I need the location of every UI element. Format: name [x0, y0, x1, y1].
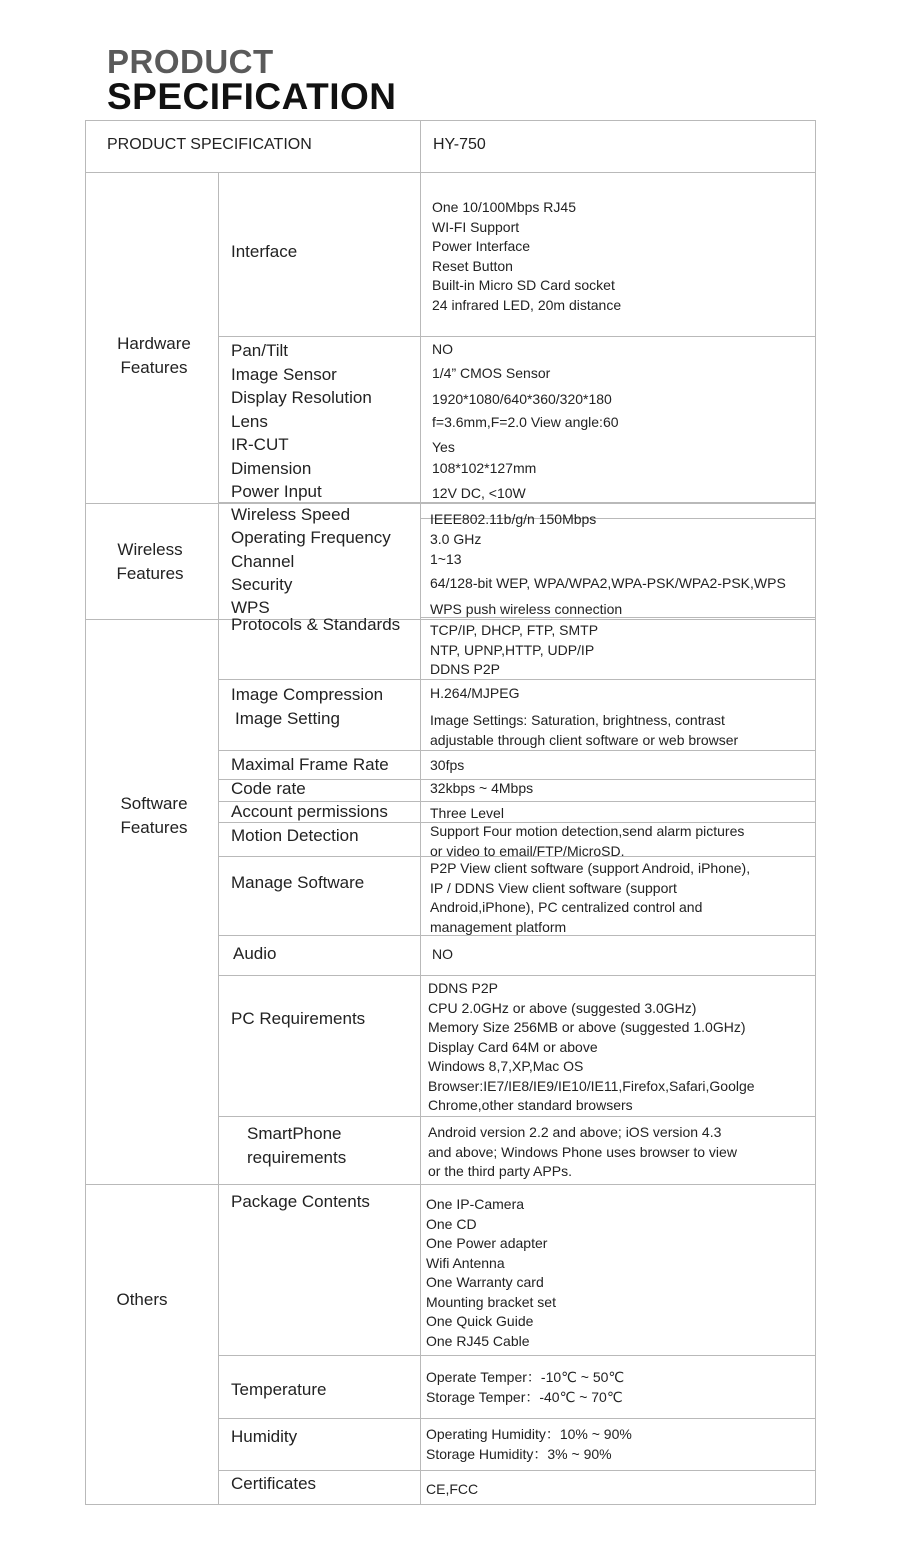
spec-value: or video to email/FTP/MicroSD. [430, 842, 625, 859]
table-border-right [815, 120, 816, 1504]
spec-value: Display Card 64M or above [428, 1038, 598, 1055]
row-divider [218, 1470, 815, 1471]
spec-value: 3.0 GHz [430, 531, 482, 547]
spec-value: 12V DC, <10W [432, 485, 526, 501]
spec-label: Wireless Speed [231, 505, 351, 524]
spec-value: NTP, UPNP,HTTP, UDP/IP [430, 641, 595, 658]
spec-value: One IP-Camera [426, 1196, 525, 1212]
header-label: PRODUCT SPECIFICATION [107, 136, 312, 153]
table-border-left [85, 120, 86, 1504]
category-software: Software [120, 794, 188, 813]
spec-label: Audio [233, 944, 277, 963]
category-wireless: Features [116, 564, 184, 583]
spec-value: Operating Humidity：10% ~ 90% [426, 1426, 632, 1442]
spec-value: Mounting bracket set [426, 1293, 556, 1310]
spec-value: 108*102*127mm [432, 460, 537, 476]
table-border-top [85, 120, 815, 121]
spec-value: One RJ45 Cable [426, 1332, 530, 1349]
spec-value: DDNS P2P [430, 661, 501, 677]
spec-value: 64/128-bit WEP, WPA/WPA2,WPA-PSK/WPA2-PSK,WPS [430, 575, 786, 591]
page-title-line1: PRODUCT [107, 43, 274, 80]
spec-value: adjustable through client software or web browser [430, 731, 739, 748]
spec-label: Humidity [231, 1427, 298, 1446]
spec-label: Security [231, 575, 293, 594]
spec-label: Manage Software [231, 873, 365, 892]
spec-label: WPS [231, 598, 270, 617]
spec-value: 1920*1080/640*360/320*180 [432, 391, 612, 407]
row-divider [218, 750, 815, 751]
header-divider [85, 172, 815, 173]
spec-value: DDNS P2P [428, 980, 499, 996]
spec-label: SmartPhone [247, 1124, 342, 1143]
category-others: Others [116, 1290, 168, 1309]
spec-value: Power Interface [432, 238, 531, 254]
spec-label: Image Setting [235, 709, 340, 728]
category-hardware: Hardware [117, 334, 191, 353]
spec-label: Display Resolution [231, 388, 372, 407]
spec-value: management platform [430, 918, 567, 935]
spec-value: Chrome,other standard browsers [428, 1097, 633, 1113]
spec-value: NO [432, 341, 453, 357]
spec-value: NO [432, 946, 453, 962]
spec-value: f=3.6mm,F=2.0 View angle:60 [432, 414, 619, 430]
spec-label: Code rate [231, 779, 306, 798]
category-hardware: Features [120, 358, 188, 377]
row-divider [218, 1418, 815, 1419]
category-divider [85, 1184, 815, 1185]
spec-value: Three Level [430, 805, 504, 821]
spec-value: Built-in Micro SD Card socket [432, 277, 615, 293]
spec-value: 1~13 [430, 551, 462, 567]
spec-label: Account permissions [231, 802, 388, 821]
spec-value: Support Four motion detection,send alarm pictures [430, 823, 745, 839]
spec-label: Maximal Frame Rate [231, 755, 389, 774]
spec-value: Image Settings: Saturation, brightness, contrast [430, 712, 725, 728]
spec-label: Dimension [231, 459, 312, 478]
spec-label: Channel [231, 552, 295, 571]
spec-value: 1/4” CMOS Sensor [432, 365, 551, 381]
spec-value: Storage Temper：-40℃ ~ 70℃ [426, 1388, 623, 1405]
spec-value: Storage Humidity：3% ~ 90% [426, 1445, 612, 1462]
spec-value: WI-FI Support [432, 218, 520, 235]
spec-value: Wifi Antenna [426, 1254, 505, 1271]
spec-value: One Power adapter [426, 1235, 548, 1251]
spec-label: Protocols & Standards [231, 615, 401, 634]
value-column-divider [420, 120, 421, 1504]
spec-label: requirements [247, 1148, 347, 1167]
row-divider [218, 679, 815, 680]
spec-value: WPS push wireless connection [430, 601, 623, 617]
spec-label: Pan/Tilt [231, 341, 289, 360]
spec-label: Power Input [231, 482, 322, 501]
spec-label: Motion Detection [231, 826, 359, 845]
spec-label: PC Requirements [231, 1009, 366, 1028]
category-software: Features [120, 818, 188, 837]
row-divider [218, 336, 815, 337]
spec-table [85, 120, 815, 1504]
category-wireless: Wireless [117, 540, 183, 559]
spec-value: IEEE802.11b/g/n 150Mbps [430, 511, 597, 527]
spec-value: Yes [432, 439, 455, 455]
spec-label: IR-CUT [231, 435, 289, 454]
spec-value: Windows 8,7,XP,Mac OS [428, 1058, 584, 1074]
spec-label: Image Compression [231, 685, 384, 704]
row-divider [218, 1355, 815, 1356]
spec-value: Browser:IE7/IE8/IE9/IE10/IE11,Firefox,Safari,Goolge [428, 1077, 755, 1094]
spec-value: One 10/100Mbps RJ45 [432, 199, 576, 215]
spec-value: or the third party APPs. [428, 1163, 572, 1179]
spec-value: Reset Button [432, 257, 513, 274]
spec-value: TCP/IP, DHCP, FTP, SMTP [430, 622, 599, 638]
spec-value: 24 infrared LED, 20m distance [432, 296, 622, 313]
spec-value: One Quick Guide [426, 1313, 534, 1329]
header-model: HY-750 [433, 136, 486, 153]
spec-value: IP / DDNS View client software (support [430, 879, 677, 896]
spec-value: and above; Windows Phone uses browser to view [428, 1143, 737, 1160]
spec-value: CPU 2.0GHz or above (suggested 3.0GHz) [428, 999, 697, 1016]
spec-label: Lens [231, 412, 268, 431]
spec-value: Memory Size 256MB or above (suggested 1.0GHz) [428, 1019, 746, 1035]
spec-value: Operate Temper：-10℃ ~ 50℃ [426, 1369, 625, 1385]
spec-value: 32kbps ~ 4Mbps [430, 780, 534, 796]
spec-value: P2P View client software (support Android, iPhone), [430, 860, 751, 876]
row-divider [218, 1116, 815, 1117]
row-divider [218, 975, 815, 976]
spec-value: CE,FCC [426, 1481, 479, 1497]
page-title-line2: SPECIFICATION [107, 76, 397, 117]
spec-label: Image Sensor [231, 365, 337, 384]
spec-label: Temperature [231, 1380, 327, 1399]
spec-value: 30fps [430, 757, 465, 773]
spec-label: Operating Frequency [231, 528, 391, 547]
spec-value: H.264/MJPEG [430, 685, 520, 701]
spec-value: One CD [426, 1215, 477, 1232]
spec-value: Android,iPhone), PC centralized control and [430, 899, 703, 915]
spec-label: Package Contents [231, 1192, 370, 1211]
table-border-bottom [85, 1504, 816, 1505]
category-column-divider [218, 172, 219, 1504]
spec-value: One Warranty card [426, 1274, 544, 1290]
spec-label: Certificates [231, 1474, 317, 1493]
spec-value: Android version 2.2 and above; iOS version 4.3 [428, 1124, 722, 1140]
spec-label: Interface [231, 242, 298, 261]
